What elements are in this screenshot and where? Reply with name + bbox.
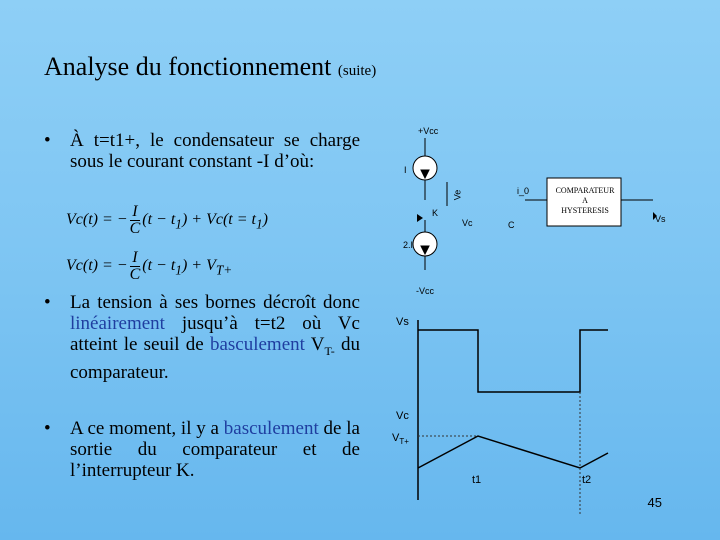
eq1-fraction xyxy=(130,204,141,237)
title-main: Analyse du fonctionnement xyxy=(44,52,332,81)
comparator-label xyxy=(549,186,621,216)
bullet-1 xyxy=(44,130,360,172)
title-suffix: (suite) xyxy=(337,63,377,79)
bullet-2-sub: T- xyxy=(324,343,335,358)
equation-1 xyxy=(66,204,268,237)
bullet-2 xyxy=(44,292,360,383)
eq1-num: I xyxy=(130,204,141,221)
eq2-den: C xyxy=(129,266,141,283)
bullet-1-text: À t=t1+, le condensateur se charge sous le courant constant -I d’où: xyxy=(70,130,360,172)
bullet-2-part-6: du comparateur. xyxy=(70,334,361,383)
waveform-label-vs: Vs xyxy=(396,316,409,328)
bullet-2-part-5: V xyxy=(304,334,325,355)
bullet-2-keyword-lineairement: linéairement xyxy=(70,313,165,334)
slide-title xyxy=(44,52,376,82)
label-vcc: +Vcc xyxy=(418,126,439,136)
bullet-marker: • xyxy=(44,418,51,439)
bullet-marker: • xyxy=(44,130,51,151)
label-i0: i_0 xyxy=(517,186,530,196)
eq1-sub2: 1 xyxy=(255,216,263,232)
bullet-3-part-3: de la sortie du comparateur et de l’interrupteur K. xyxy=(70,418,360,481)
label-c: C xyxy=(508,220,515,230)
eq2-fraction xyxy=(130,250,141,283)
eq2-sub1: 1 xyxy=(175,262,182,278)
waveform-label-vc: Vc xyxy=(396,410,409,422)
equation-2 xyxy=(66,250,232,283)
bullet-3-keyword-basculement: basculement xyxy=(223,418,319,439)
eq1-end: ) xyxy=(262,211,268,229)
comparator-line-1: COMPARATEUR xyxy=(555,186,615,195)
comparator-line-2: A xyxy=(582,196,588,205)
bullet-marker: • xyxy=(44,292,51,313)
circuit-diagram xyxy=(395,120,685,300)
vt-label: V xyxy=(392,432,400,444)
label-vee: -Vcc xyxy=(416,286,434,296)
eq1-den: C xyxy=(129,220,141,237)
label-vs-out: Vs xyxy=(655,214,666,224)
vt-sub: T+ xyxy=(399,437,409,447)
bullet-3 xyxy=(44,418,360,481)
eq2-num: I xyxy=(130,250,141,267)
vs-waveform xyxy=(418,330,608,392)
waveform-label-vt xyxy=(392,432,409,446)
label-k: K xyxy=(432,208,439,218)
bullet-2-part-3: jusqu’à t=t2 où Vc atteint le seuil de xyxy=(70,313,360,355)
waveform-diagram xyxy=(418,320,618,520)
bullet-3-text xyxy=(70,418,360,481)
comparator-line-3: HYSTERESIS xyxy=(561,206,609,215)
eq1-lhs: Vc(t) = − xyxy=(66,211,128,229)
bullet-2-text xyxy=(70,292,360,383)
label-vc: Vc xyxy=(462,218,473,228)
waveform-label-t1: t1 xyxy=(472,474,482,486)
bullet-2-part-1: La tension à ses bornes décroît donc xyxy=(70,292,360,313)
label-2i: 2.I xyxy=(403,240,414,250)
bullet-2-keyword-basculement: basculement xyxy=(209,334,305,355)
eq2-mid: (t − t xyxy=(142,257,176,275)
waveform-label-t2: t2 xyxy=(582,474,592,486)
eq2-rest: ) + V xyxy=(181,257,216,275)
label-ve: Ve xyxy=(452,189,463,201)
eq2-lhs: Vc(t) = − xyxy=(66,257,128,275)
label-i: I xyxy=(404,165,407,175)
eq1-rest: ) + Vc(t = t xyxy=(181,211,256,229)
eq1-sub1: 1 xyxy=(175,216,182,232)
eq1-mid: (t − t xyxy=(142,211,176,229)
bullet-3-part-1: A ce moment, il y a xyxy=(70,418,224,439)
page-number: 45 xyxy=(647,495,662,510)
eq2-sub2: T+ xyxy=(215,262,233,278)
